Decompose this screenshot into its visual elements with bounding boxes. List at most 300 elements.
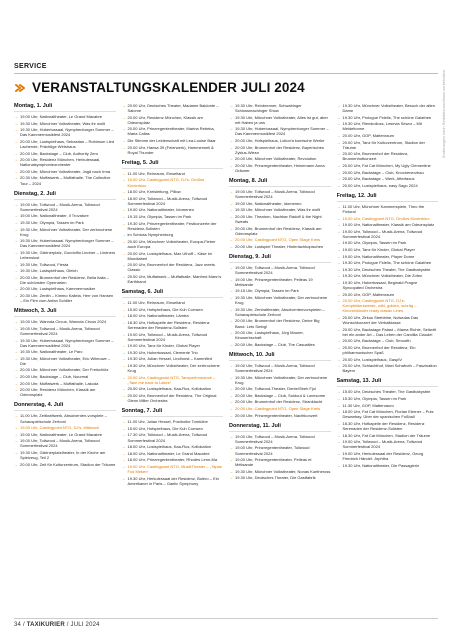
event-text: 19.30 Uhr, Hubertussaal, Nymphenburger Sommer – Das Kammermusikfest 2024 bbox=[235, 126, 329, 137]
event-text: 19.30 Uhr, Olympia, Tassen im Park bbox=[20, 219, 84, 225]
event-entry bbox=[337, 389, 439, 394]
issue-label: JULI 2024 bbox=[70, 622, 100, 628]
event-text: 20.00 Uhr, Theatron, Nachbar Radoff & the Night Sweats bbox=[235, 214, 322, 225]
arrow-right-icon: → bbox=[14, 438, 18, 444]
arrow-right-icon: → bbox=[14, 367, 18, 373]
event-text: 19.00 Uhr, Olympia, Tassen im Park bbox=[342, 240, 407, 246]
day-block bbox=[14, 402, 116, 466]
arrow-right-icon: → bbox=[336, 132, 341, 138]
event-text: 19.30 Uhr, Hubertussaal, Beginald Pragve Syncopated Orchestra bbox=[342, 279, 418, 291]
event-entry bbox=[337, 403, 439, 408]
event-entry bbox=[229, 126, 331, 136]
event-entry bbox=[122, 476, 224, 486]
event-entry bbox=[229, 207, 331, 212]
footer-divider bbox=[14, 618, 438, 619]
day-heading: Freitag, 5. Juli bbox=[122, 160, 224, 169]
event-text: 19.30 Uhr, Münchner Volkstheater, Der zerbrochene Krug bbox=[235, 374, 328, 385]
arrow-right-icon: → bbox=[229, 341, 233, 347]
event-text: 20.00 Uhr, Lustspielhaus, Jörg Maurer, Kinoserbschaft bbox=[235, 330, 304, 341]
day-heading: Donnerstag, 4. Juli bbox=[14, 402, 116, 411]
event-entry bbox=[229, 475, 331, 480]
event-text: 19.00 Uhr, Tollwood – Musik-Arena, Tollwood Sommerfestival 2024 bbox=[235, 433, 315, 444]
arrow-right-icon: → bbox=[121, 144, 126, 150]
arrow-right-icon: → bbox=[229, 162, 233, 168]
event-entry bbox=[122, 451, 224, 456]
day-block bbox=[229, 254, 331, 347]
arrow-right-icon: → bbox=[14, 249, 18, 255]
event-text: 20.00 Uhr, Muffatwerk – Muffathalle, Lakoda bbox=[20, 380, 99, 386]
event-entry bbox=[229, 434, 331, 444]
event-text: 18.00 Uhr, Nationaltheater, Le Grand Macabre bbox=[127, 450, 210, 456]
event-text: 20.00 Uhr, Residenz München, Klassik am Odeonsplatz bbox=[127, 114, 203, 125]
event-entry bbox=[122, 363, 224, 373]
day-block bbox=[337, 193, 439, 374]
event-text: 20.00 Uhr, Münchner Volkstheater, Jagd nach Irma bbox=[20, 168, 111, 174]
arrow-right-icon: → bbox=[336, 315, 341, 320]
event-text: 19.00 Uhr, Nationaltheater, Klassik am Odeonsplatz bbox=[342, 222, 435, 228]
arrow-right-icon: → bbox=[121, 463, 126, 469]
event-text: 20.00 Uhr, Castingpoint NTG, DJ's: Kompbilderswerde, wild, golden, schräg – Kinoreinkinder ready classic Lines bbox=[342, 298, 417, 314]
event-entry bbox=[229, 288, 331, 293]
event-text: 19.30 Uhr, Hubertussaal, Nymphenburger Sommer – Das Kammermusikfest 2024 bbox=[20, 337, 114, 348]
arrow-right-icon: → bbox=[229, 392, 233, 398]
event-text: 20.00 Uhr, Brunnenhof der Residenz, Deine Big Band: Lets Swing! bbox=[235, 318, 320, 329]
event-entry bbox=[122, 350, 224, 355]
event-entry bbox=[337, 273, 439, 278]
event-entry bbox=[122, 207, 224, 212]
event-entry bbox=[14, 202, 116, 212]
arrow-right-icon: → bbox=[121, 444, 126, 450]
event-entry bbox=[337, 298, 439, 313]
event-entry bbox=[337, 451, 439, 461]
arrow-right-icon: → bbox=[14, 387, 18, 393]
day-heading: Dienstag, 2. Juli bbox=[14, 191, 116, 200]
arrow-right-icon: → bbox=[336, 462, 341, 468]
arrow-right-icon: → bbox=[336, 215, 341, 221]
arrow-right-icon: → bbox=[336, 279, 341, 285]
event-entry bbox=[337, 409, 439, 419]
arrow-right-icon: → bbox=[336, 432, 341, 438]
event-entry bbox=[122, 457, 224, 462]
arrow-right-icon: → bbox=[336, 402, 341, 408]
arrow-right-icon: → bbox=[14, 431, 18, 437]
event-text: 19.00 Uhr, Prinzregententheater, Pelleas et Mélisande bbox=[235, 457, 312, 468]
event-entry bbox=[122, 419, 224, 424]
event-entry bbox=[229, 295, 331, 305]
event-text: 19.30 Uhr, Deutsches Theater, The Gastbabystrie bbox=[342, 266, 431, 272]
event-text: 19.00 Uhr, Tollwood – Musik-Arena, Tollwood Sommerfestival 2024 bbox=[342, 228, 423, 239]
event-text: 19.00 Uhr, Tollwood – Musik-Arena, Tollwood Sommerfestival 2024 bbox=[235, 362, 315, 373]
event-text: 19.30 Uhr, Riemkolloss, Lesevla Sewor – Mit Meldeltonne bbox=[342, 121, 422, 132]
event-entry bbox=[122, 177, 224, 187]
event-entry bbox=[229, 386, 331, 391]
event-entry bbox=[337, 170, 439, 175]
arrow-right-icon: → bbox=[229, 475, 233, 481]
event-text: 15.00 Uhr, Castingpoint NTG, Großes Kinderkino bbox=[342, 215, 430, 221]
event-text: 19.30 Uhr, Prologue Fidelis, The schöne Galathee bbox=[342, 260, 432, 266]
event-text: 19.30 Uhr, Hubertussaal, Nymphenburger Sommer – Das Kammermusikfest 2024 bbox=[20, 127, 114, 138]
event-entry bbox=[229, 156, 331, 161]
arrow-right-icon: → bbox=[14, 355, 18, 361]
arrow-right-icon: → bbox=[229, 243, 233, 249]
event-entry bbox=[122, 343, 224, 348]
arrow-right-icon: → bbox=[336, 420, 341, 426]
arrow-right-icon: → bbox=[14, 380, 18, 386]
event-entry bbox=[337, 103, 439, 113]
event-entry bbox=[14, 175, 116, 185]
arrow-right-icon: → bbox=[336, 162, 341, 168]
arrow-right-icon: → bbox=[121, 425, 126, 431]
event-entry bbox=[229, 145, 331, 155]
arrow-right-icon: → bbox=[121, 356, 126, 362]
event-text: 19.30 Uhr, Münchner Volkstheater, Was ihr wollt bbox=[235, 207, 321, 213]
event-entry bbox=[122, 251, 224, 261]
event-text: 19.00 Uhr, Castingpoint NTG, DJ's: Mittwoch bbox=[20, 425, 100, 431]
event-entry bbox=[337, 363, 439, 373]
arrow-right-icon: → bbox=[121, 343, 126, 349]
event-text: 18.00 Uhr, Prinzregententheater, Rhodes Lenn-Ma bbox=[127, 457, 218, 463]
day-heading: Samstag, 13. Juli bbox=[337, 378, 439, 387]
event-text: 20.00 Uhr, Backstage – Club, Soldout & Lonesome bbox=[235, 392, 326, 398]
event-entry bbox=[337, 115, 439, 120]
event-entry bbox=[14, 114, 116, 119]
event-text: 20.00 Uhr, Zeit für Kulturzentrum, Stadion der Träume bbox=[20, 461, 116, 467]
event-entry bbox=[229, 399, 331, 404]
event-text: 20.00 Uhr, Brunnenhof der Residenz, Klassik am Odeonsplatz bbox=[235, 225, 322, 236]
arrow-right-icon: → bbox=[14, 274, 18, 280]
event-entry bbox=[229, 469, 331, 474]
event-text: 19.30 Uhr, Tollwood, Fiesta bbox=[20, 261, 69, 267]
arrow-right-icon: → bbox=[229, 200, 233, 206]
arrow-right-icon: → bbox=[121, 138, 126, 144]
event-text: 20.00 Uhr, Castingpoint NTG, Open Stage Kreis bbox=[235, 406, 321, 412]
day-heading: Samstag, 6. Juli bbox=[122, 289, 224, 298]
event-entry bbox=[14, 275, 116, 285]
arrow-right-icon: → bbox=[14, 349, 18, 355]
event-column bbox=[122, 103, 224, 615]
arrow-right-icon: → bbox=[229, 126, 233, 132]
event-entry bbox=[337, 229, 439, 239]
event-entry bbox=[229, 226, 331, 236]
event-text: 20.00 Uhr, Lustspielhaus, Sebastian – Robinson Lied Lachende, Prächtige Wirtshaus bbox=[20, 138, 115, 149]
event-entry bbox=[337, 345, 439, 355]
arrow-right-icon: → bbox=[14, 114, 18, 119]
arrow-right-icon: → bbox=[336, 240, 341, 246]
event-text: im Schloss Nymphenburg bbox=[127, 232, 174, 238]
arrow-right-icon: → bbox=[336, 228, 341, 234]
arrow-right-icon: → bbox=[229, 457, 233, 463]
event-entry bbox=[14, 413, 116, 423]
arrow-right-icon: → bbox=[121, 170, 126, 176]
event-text: 20.00 Uhr, Tanz für Kulturzentrum, Stadion der Träume bbox=[342, 139, 425, 150]
day-block bbox=[14, 103, 116, 186]
event-text: 20.00 Uhr, Backstage – Club, Authority Zero bbox=[20, 150, 99, 156]
event-entry bbox=[229, 244, 331, 249]
event-entry bbox=[14, 127, 116, 137]
arrow-right-icon: → bbox=[121, 189, 126, 195]
event-entry bbox=[337, 463, 439, 468]
arrow-right-icon: → bbox=[121, 232, 126, 238]
arrow-right-icon: → bbox=[229, 207, 233, 213]
event-text: 19.00 Uhr, Prinzregententheater, Tollwood Sommerfestival 2024 bbox=[235, 445, 310, 456]
event-entry bbox=[14, 367, 116, 372]
event-text: 20.00 Uhr, Backstage – Werk, Aftertaxus bbox=[342, 176, 415, 182]
event-entry bbox=[122, 356, 224, 361]
section-label: SERVICE bbox=[14, 63, 47, 70]
day-heading: Mittwoch, 10. Juli bbox=[229, 352, 331, 361]
arrow-right-icon: → bbox=[229, 265, 233, 271]
day-block bbox=[337, 378, 439, 467]
arrow-right-icon bbox=[14, 82, 26, 94]
event-entry bbox=[14, 250, 116, 260]
day-block bbox=[229, 178, 331, 249]
event-entry bbox=[229, 307, 331, 317]
event-text: 20.00 Uhr, Lustspielhaus, Kaa-Rus, Kollokation bbox=[127, 386, 212, 392]
event-entry bbox=[337, 327, 439, 337]
event-entry bbox=[14, 286, 116, 291]
arrow-right-icon: → bbox=[14, 120, 18, 126]
arrow-right-icon: → bbox=[14, 175, 18, 181]
event-text: 20.00 Uhr, Muffatwerk – Muffathalle, Manfred Mann's Earthband bbox=[127, 273, 222, 285]
day-block bbox=[229, 423, 331, 481]
arrow-right-icon: → bbox=[229, 412, 233, 418]
event-text: 19.00 Uhr, Nationaltheater, Player Dome bbox=[342, 253, 415, 259]
day-heading: Montag, 1. Juli bbox=[14, 103, 116, 112]
event-entry bbox=[337, 216, 439, 221]
event-entry bbox=[337, 140, 439, 150]
event-text: 19.00 Uhr, Tollwood – Musik-Arena, Tollwood Sommerfestival 2024 bbox=[235, 189, 315, 200]
arrow-right-icon: → bbox=[14, 226, 18, 232]
event-text: 19.00 Uhr, Nationaltheater, Le Grand Macabre bbox=[20, 431, 103, 437]
event-text: 19.30 Uhr, Prinzregententheater, Festkonzerte der Residenz-Solisten bbox=[127, 220, 217, 231]
event-text: 20.00 Uhr, Schlachthof, Maxi Schafroth – Faszination Bayern bbox=[342, 363, 437, 374]
event-entry bbox=[337, 439, 439, 449]
arrow-right-icon: → bbox=[336, 169, 341, 175]
event-text: 18.30 Uhr, Fat Cat München, Stadion der Träume bbox=[342, 432, 431, 438]
event-entry bbox=[122, 262, 224, 272]
event-text: 18.00 Uhr, Tollwood – Musik-Arena, Tollwood Sommerfestival 2024 bbox=[127, 195, 208, 206]
event-entry bbox=[14, 227, 116, 237]
event-text: 20.00 Uhr, Backstage – Club, Smoutth bbox=[342, 338, 411, 344]
event-text: 19.30 Uhr, Nationaltheater, Le Parc bbox=[20, 349, 83, 355]
event-entry bbox=[14, 425, 116, 430]
event-text: 15.00 Uhr, Hofspielhaus, Die Kuh Cornsen bbox=[127, 425, 203, 431]
arrow-right-icon: → bbox=[14, 150, 18, 156]
event-text: 19.30 Uhr, Reinbrenner, Schwabinger Schlossmachinger Show bbox=[235, 103, 302, 114]
event-text: 19.00 Uhr, Tollwood – Musik-Arena, Tollwood Sommerfestival 2024 bbox=[235, 265, 315, 276]
event-entry bbox=[229, 406, 331, 411]
event-text: 19.30 Uhr, Lustspielhaus, Gleich bbox=[20, 268, 78, 274]
arrow-right-icon: → bbox=[14, 219, 18, 225]
event-entry bbox=[229, 342, 331, 347]
event-text: 19.00 Uhr, Herkulessaal der Residenz, Georg Friedrich Händel: Jephtha bbox=[342, 450, 424, 461]
arrow-right-icon: → bbox=[336, 222, 341, 228]
event-text: 18.30 Uhr, Hofkapelle der Residenz, Residenz Serenaden der Residenz-Solisten bbox=[342, 420, 425, 431]
day-heading: Sonntag, 7. Juli bbox=[122, 408, 224, 417]
event-text: 19.15 Uhr, Olympia, Tassen im Park bbox=[235, 288, 299, 294]
event-text: 19.30 Uhr, Gärtnerplatztheater, In der Kirche am Spielzeug, Teil 2 bbox=[20, 450, 106, 461]
arrow-right-icon: → bbox=[229, 156, 233, 162]
event-text: 19.00 Uhr, Nationaltheater, Le Grand Macabre bbox=[20, 114, 103, 119]
event-entry bbox=[122, 313, 224, 318]
event-text: 19.30 Uhr, Münchner Volkstheater, Der zerbrochene Krug bbox=[235, 295, 328, 306]
event-entry bbox=[337, 396, 439, 401]
arrow-right-icon: → bbox=[229, 445, 233, 451]
event-entry bbox=[337, 121, 439, 131]
day-heading: Freitag, 12. Juli bbox=[337, 193, 439, 202]
arrow-right-icon: → bbox=[121, 349, 126, 355]
event-text: 11.00 Uhr, Julian Hessel, Postholbe Tomköbe bbox=[127, 419, 208, 425]
arrow-right-icon: → bbox=[121, 220, 126, 226]
event-text: 19.30 Uhr, Münchner Volkstheater, Der zerbrochene Krug bbox=[20, 226, 113, 237]
arrow-right-icon: → bbox=[229, 103, 233, 108]
event-text: 19.30 Uhr, Zentraltheater, Absolventenvorspielen – Schauspielschule Zerboni bbox=[235, 306, 325, 317]
arrow-right-icon: → bbox=[121, 450, 126, 456]
page-number: 34 bbox=[14, 622, 22, 628]
arrow-right-icon: → bbox=[14, 201, 18, 207]
event-entry bbox=[337, 267, 439, 272]
event-text: Die Stimme der Leidenschaft mit Lea-Louise Baar bbox=[127, 138, 216, 144]
event-entry bbox=[337, 421, 439, 431]
event-entry bbox=[122, 103, 224, 113]
day-block bbox=[229, 103, 331, 173]
arrow-right-icon: → bbox=[14, 450, 18, 455]
event-text: 19.30 Uhr, Münchner Volkstheater, Besuch der alten Dame bbox=[342, 103, 436, 114]
event-text: 19.30 Uhr, Münchner Volkstheater, Der zerbrochene Krug bbox=[127, 363, 220, 374]
arrow-right-icon: → bbox=[121, 214, 126, 219]
event-text: 11.00 Uhr, Münchner Kammerspiele, Theo the Fictoral bbox=[342, 203, 425, 214]
event-text: 20.00 Uhr, Brunnenhof der Residenz, Ein philharmonischer Spaß bbox=[342, 344, 416, 356]
arrow-right-icon: → bbox=[336, 291, 341, 297]
event-entry bbox=[122, 464, 224, 474]
event-entry bbox=[229, 393, 331, 398]
arrow-right-icon: → bbox=[121, 207, 126, 213]
arrow-right-icon: → bbox=[121, 432, 126, 438]
event-entry bbox=[122, 145, 224, 155]
event-entry bbox=[14, 157, 116, 167]
event-text: 20.00 Uhr, Castingpoint NTG, Open Stage Kreis bbox=[235, 237, 321, 243]
event-entry bbox=[14, 381, 116, 386]
arrow-right-icon: → bbox=[14, 268, 18, 274]
event-text: 19.00 Uhr, Tanz für Kinder, Global Player bbox=[342, 246, 415, 252]
event-entry bbox=[337, 315, 439, 325]
arrow-right-icon: → bbox=[336, 253, 341, 259]
event-text: 19.00 Uhr, Tollwood – Musik-Arena, Tollwood Sommerfestival 2024 bbox=[20, 201, 100, 212]
arrow-right-icon: → bbox=[14, 238, 18, 244]
event-entry bbox=[122, 386, 224, 391]
event-text: 20.00 Uhr, Lustspielhaus, Max Uthoff – Käse im Mundlaberl bbox=[127, 250, 212, 261]
arrow-right-icon: → bbox=[14, 293, 18, 299]
side-note: Änderungen nach Redaktionsschluss vorbehalten bbox=[441, 69, 446, 158]
event-text: 20.00 Uhr, Münchner Volkstheater, Europa-Fieber auch Europa bbox=[127, 238, 216, 249]
event-text: 11.00 Uhr, Reinraum, Einselland bbox=[127, 300, 185, 306]
event-entry bbox=[14, 450, 116, 460]
event-entry bbox=[14, 213, 116, 218]
arrow-right-icon: → bbox=[121, 313, 126, 319]
arrow-right-icon: → bbox=[336, 356, 341, 362]
event-entry bbox=[337, 163, 439, 168]
event-entry bbox=[337, 254, 439, 259]
arrow-right-icon: → bbox=[229, 138, 233, 144]
event-text: 20.00 Uhr, GOP, Mattenraum bbox=[342, 132, 395, 138]
event-entry bbox=[14, 374, 116, 379]
arrow-right-icon: → bbox=[121, 374, 126, 380]
arrow-right-icon: → bbox=[229, 433, 233, 439]
event-entry bbox=[229, 318, 331, 328]
arrow-right-icon: → bbox=[14, 127, 18, 133]
arrow-right-icon: → bbox=[229, 225, 233, 231]
arrow-right-icon: → bbox=[229, 386, 233, 392]
event-text: 20.30 Uhr, Zenith – Kimmo Kallela, Herr von Hansen – Ein Film vom Anfan Schiller bbox=[20, 293, 114, 304]
arrow-right-icon: → bbox=[121, 273, 126, 279]
arrow-right-icon: → bbox=[229, 114, 233, 120]
event-entry bbox=[14, 262, 116, 267]
event-text: 20.00 Uhr, Backstage – Club, The Casualties bbox=[235, 341, 315, 347]
arrow-right-icon: → bbox=[229, 189, 233, 195]
event-text: 19.00 Uhr, Wannda Circus, Wannda Circus 2024 bbox=[20, 319, 107, 325]
event-text: 19.30 Uhr, Julian Hessel, Lindhorst – Kammfled bbox=[127, 356, 212, 362]
event-text: 19.15 Uhr, Olympia, Tassen im Park bbox=[127, 214, 192, 219]
event-text: 11.00 Uhr, Reinraum, Einselland bbox=[127, 170, 185, 176]
arrow-right-icon: → bbox=[336, 121, 341, 127]
event-entry bbox=[337, 247, 439, 252]
event-entry bbox=[14, 387, 116, 397]
arrow-right-icon: → bbox=[336, 273, 341, 279]
event-entry bbox=[14, 438, 116, 448]
event-text: 20.00 Uhr, Prinzregententheater, Marina Rebeka, Maria Callas bbox=[127, 126, 215, 137]
event-text: 20.00 Uhr, Tollwood-Theater, Dente/Sbeh Fjol bbox=[235, 386, 316, 392]
arrow-right-icon: → bbox=[336, 182, 341, 188]
arrow-right-icon: → bbox=[14, 286, 18, 292]
arrow-right-icon: → bbox=[336, 338, 341, 344]
arrow-right-icon: → bbox=[229, 318, 233, 324]
day-heading: Mittwoch, 3. Juli bbox=[14, 308, 116, 317]
event-text: 20.00 Uhr, Residenz München, Klassik am Odeonsplatz bbox=[20, 387, 96, 398]
event-columns bbox=[14, 103, 438, 615]
event-text: 19.00 Uhr, Tanz für Kinder, Global Player bbox=[127, 343, 200, 349]
event-entry bbox=[122, 232, 224, 237]
arrow-right-icon: → bbox=[336, 326, 341, 332]
section-divider bbox=[14, 73, 438, 74]
event-entry bbox=[337, 204, 439, 214]
arrow-right-icon: → bbox=[121, 114, 126, 120]
arrow-right-icon: → bbox=[336, 409, 341, 415]
arrow-right-icon: → bbox=[14, 261, 18, 267]
event-entry bbox=[337, 433, 439, 438]
event-entry bbox=[337, 183, 439, 188]
event-text: 19.30 Uhr, Herkulessaal der Residenz, Bolero – Ein Amerikaner in Paris – Gaelic Symphony bbox=[127, 475, 219, 486]
event-entry bbox=[337, 176, 439, 181]
arrow-right-icon: → bbox=[336, 139, 341, 145]
event-text: 20.00 Uhr, Lustspielhaus, GaspIV bbox=[342, 356, 403, 362]
event-entry bbox=[122, 332, 224, 342]
event-text: 19.30 Uhr, Münchner Volkstheater, Nonas Kuetheross bbox=[235, 468, 331, 474]
event-text: 20.00 Uhr, Brunnenhof der Residenz, Bella Italia – Die schönsten Opernarien bbox=[20, 274, 109, 285]
arrow-right-icon: → bbox=[14, 337, 18, 343]
arrow-right-icon: → bbox=[336, 176, 341, 182]
event-text: 19.30 Uhr, Münchner Volkstheater, Alles ist gut, aber mit Haben ja uns bbox=[235, 114, 328, 125]
arrow-right-icon: → bbox=[336, 246, 341, 252]
arrow-right-icon: → bbox=[229, 399, 233, 405]
day-block bbox=[122, 408, 224, 486]
event-entry bbox=[122, 189, 224, 194]
event-entry bbox=[229, 265, 331, 275]
event-text: 19.00 Uhr, Nationaltheater, Idomeneo bbox=[235, 200, 302, 206]
event-text: 20.00 Uhr, Backstage – Club, Nourmal bbox=[20, 374, 89, 380]
event-text: 18.00 Uhr, Lustspielhaus, Kaa-Rus, Kollokation bbox=[127, 444, 212, 450]
event-text: 19.30 Uhr, Münchner Volkstheater, Eric Wilmowe – Die bbox=[20, 355, 111, 366]
event-entry bbox=[229, 330, 331, 340]
